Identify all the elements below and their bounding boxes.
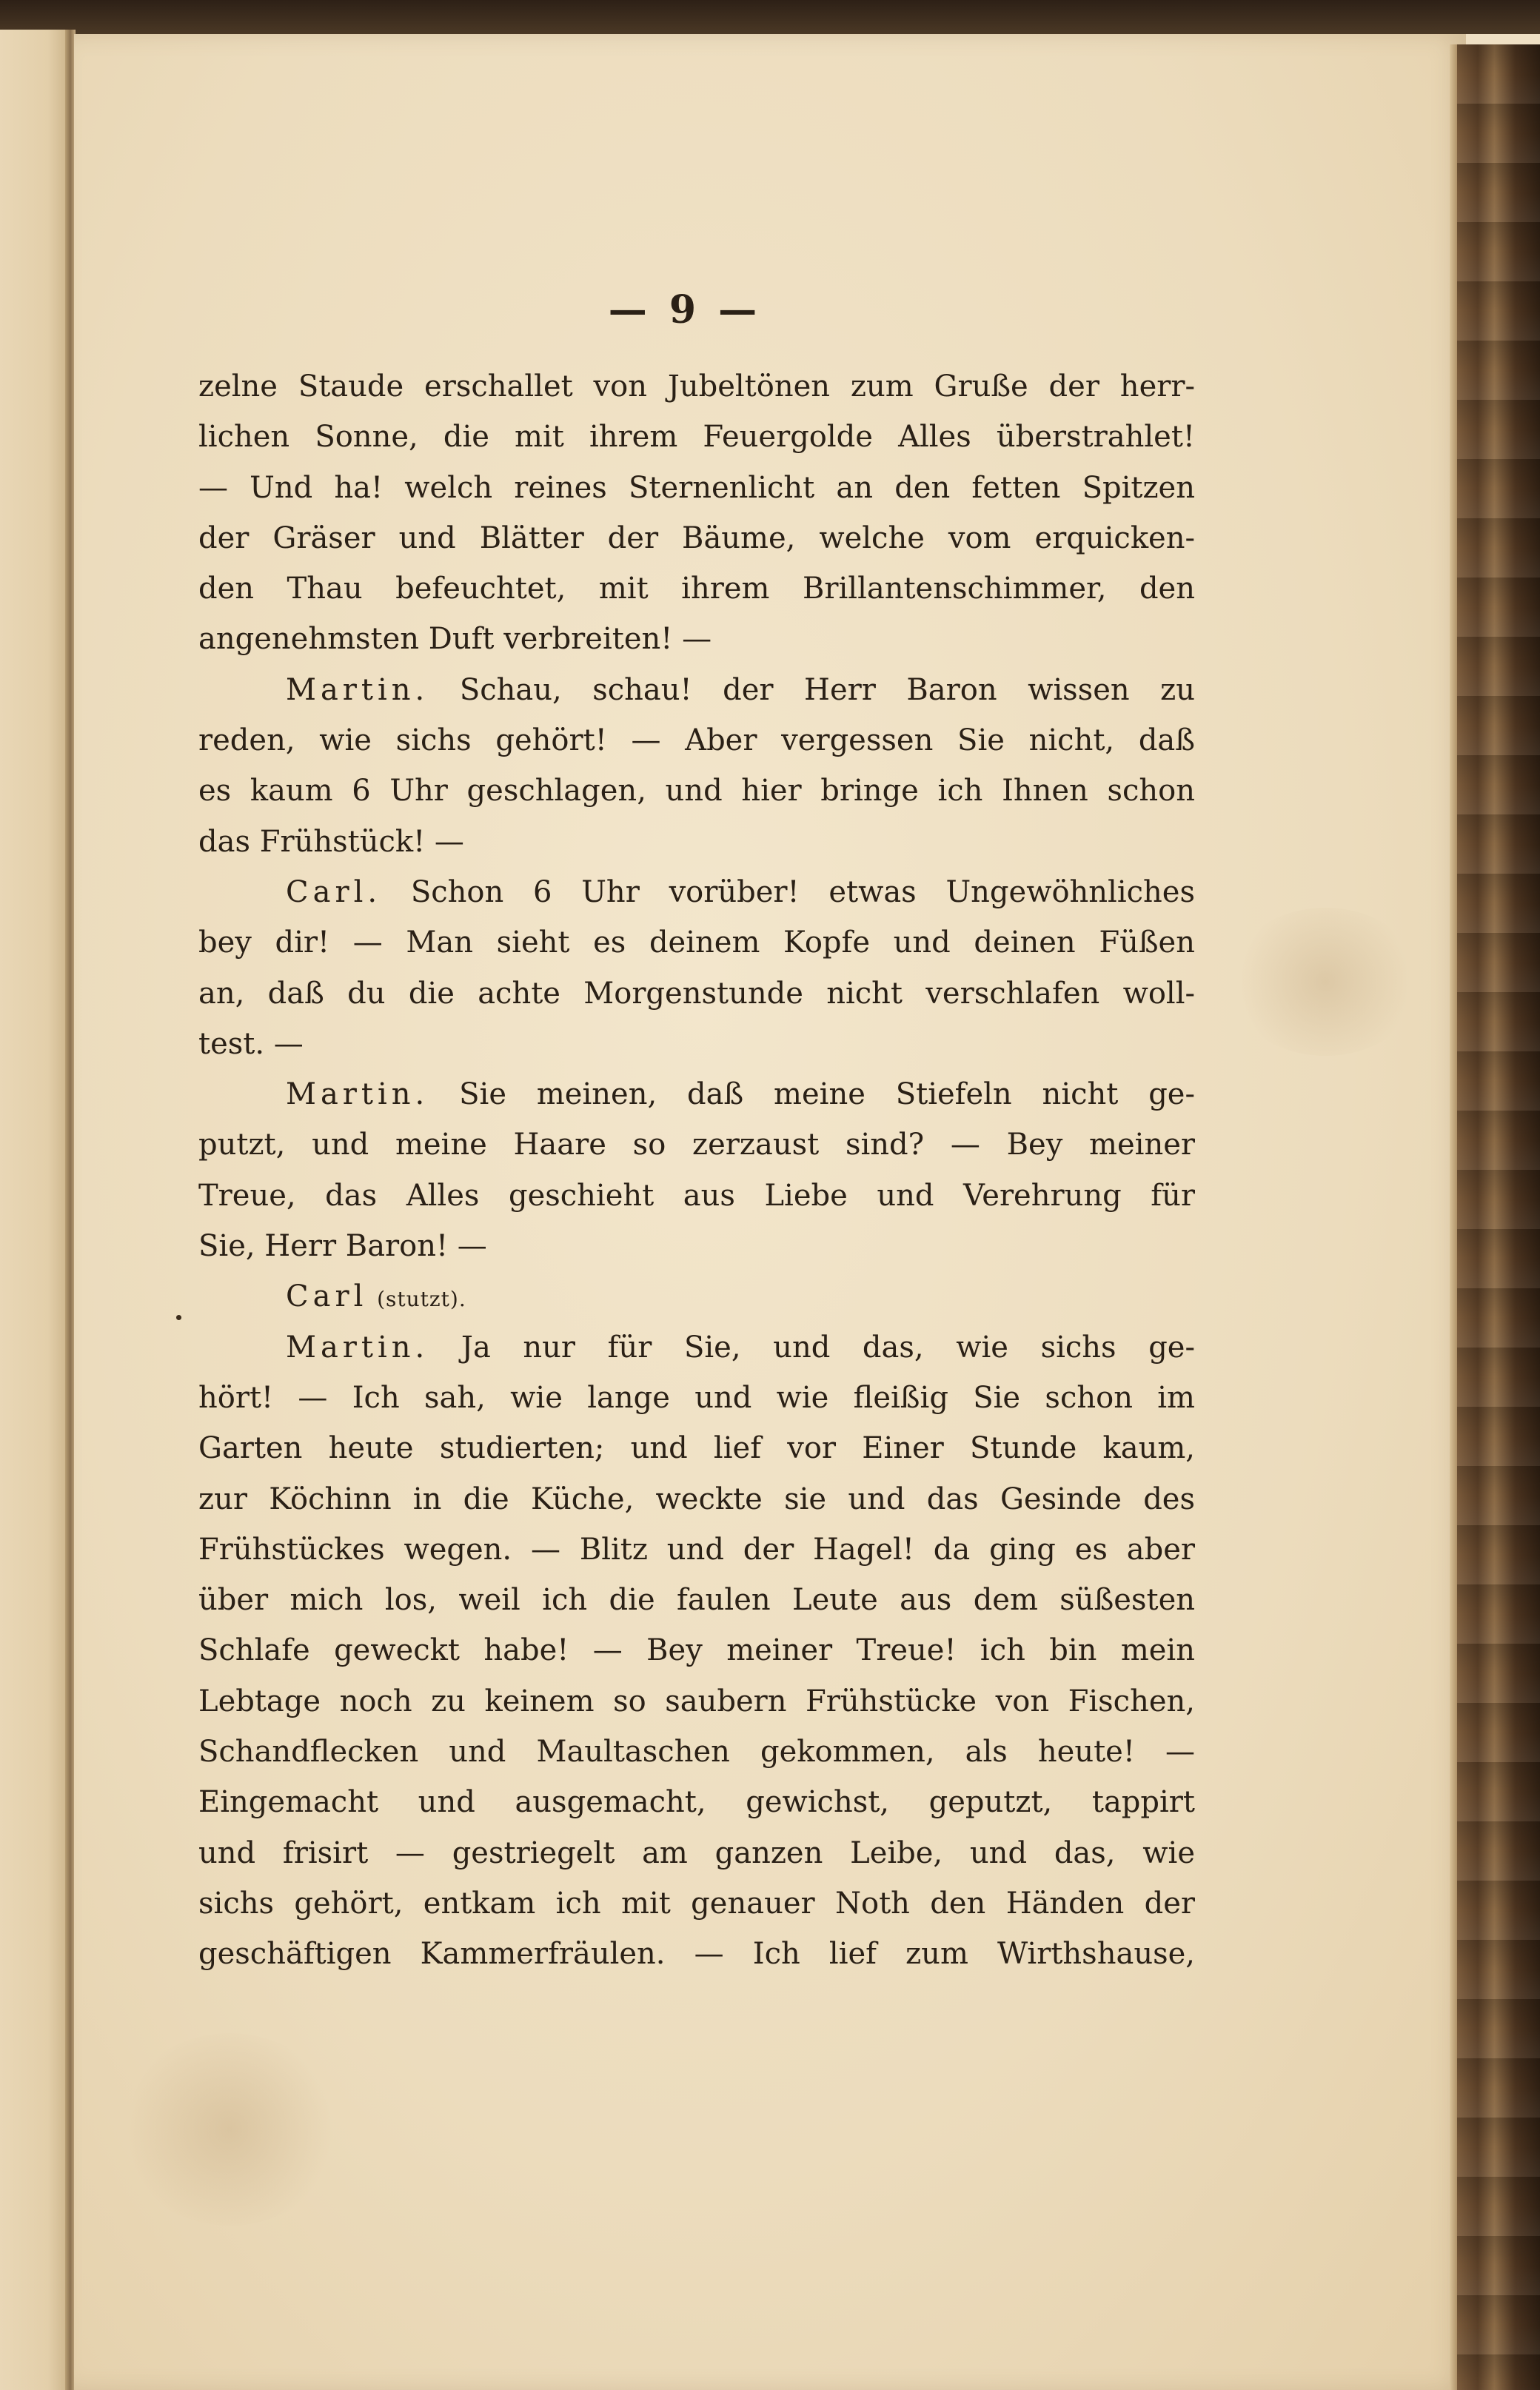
text-line: hört! — Ich sah, wie lange und wie fleißig Sie schon im <box>198 1380 1195 1415</box>
text-line: Garten heute studierten; und lief vor Einer Stunde kaum, <box>198 1431 1195 1466</box>
text-line: angenehmsten Duft verbreiten! — <box>198 622 712 657</box>
line-text: Sie meinen, daß meine Stiefeln nicht ge- <box>459 1077 1195 1112</box>
ink-speck <box>176 1315 181 1320</box>
text-line: Lebtage noch zu keinem so saubern Frühstücke von Fischen, <box>198 1684 1195 1718</box>
speaker-name: Martin. <box>286 1077 429 1112</box>
text-line: zur Köchinn in die Küche, weckte sie und das Gesinde des <box>198 1482 1195 1516</box>
speaker-name: Martin. <box>286 672 429 707</box>
text-line: Frühstückes wegen. — Blitz und der Hagel! da ging es aber <box>198 1532 1195 1567</box>
leather-binding <box>1457 44 1540 2390</box>
text-line: der Gräser und Blätter der Bäume, welche vom erquicken- <box>198 520 1195 555</box>
text-line: — Und ha! welch reines Sternenlicht an den fetten Spitzen <box>198 470 1195 505</box>
speaker-name: Martin. <box>286 1330 429 1365</box>
text-line: putzt, und meine Haare so zerzaust sind? — Bey meiner <box>198 1128 1195 1162</box>
facing-page-edge <box>0 30 68 2390</box>
text-line: an, daß du die achte Morgenstunde nicht verschlafen woll- <box>198 976 1195 1011</box>
speaker-name: Carl. <box>286 874 382 909</box>
stage-direction: (stutzt). <box>377 1287 466 1312</box>
paper-stain <box>118 2033 341 2226</box>
dialogue-line <box>198 867 1195 917</box>
text-line: über mich los, weil ich die faulen Leute aus dem süßesten <box>198 1583 1195 1618</box>
text-line: zelne Staude erschallet von Jubeltönen zum Gruße der herr- <box>198 369 1195 404</box>
text-line: Schandflecken und Maultaschen gekommen, als heute! — <box>198 1735 1195 1770</box>
page-number: — 9 — <box>608 287 762 332</box>
dialogue-line <box>198 1069 1195 1119</box>
paper-stain <box>1229 908 1422 1056</box>
text-line: Schlafe geweckt habe! — Bey meiner Treue! ich bin mein <box>198 1633 1195 1668</box>
text-line: geschäftigen Kammerfräulen. — Ich lief zum Wirthshause, <box>198 1937 1195 1972</box>
text-line: bey dir! — Man sieht es deinem Kopfe und deinen Füßen <box>198 925 1195 960</box>
line-text: Schau, schau! der Herr Baron wissen zu <box>459 672 1195 707</box>
text-line: lichen Sonne, die mit ihrem Feuergolde Alles überstrahlet! <box>198 420 1195 455</box>
line-text: Ja nur für Sie, und das, wie sichs ge- <box>461 1330 1195 1365</box>
text-line: sichs gehört, entkam ich mit genauer Noth den Händen der <box>198 1886 1195 1921</box>
scan-background-top <box>0 0 1540 34</box>
text-line: reden, wie sichs gehört! — Aber vergessen Sie nicht, daß <box>198 723 1195 758</box>
dialogue-line <box>198 1271 1195 1322</box>
text-line: den Thau befeuchtet, mit ihrem Brillantenschimmer, den <box>198 572 1195 606</box>
page-body <box>198 361 1195 1980</box>
text-line: test. — <box>198 1026 304 1061</box>
text-line: und frisirt — gestriegelt am ganzen Leibe, und das, wie <box>198 1835 1195 1870</box>
dialogue-line <box>198 1322 1195 1373</box>
speaker-name: Carl <box>286 1279 368 1314</box>
dialogue-line <box>198 665 1195 715</box>
text-line: es kaum 6 Uhr geschlagen, und hier bringe ich Ihnen schon <box>198 774 1195 809</box>
text-line: das Frühstück! — <box>198 824 464 859</box>
text-line: Sie, Herr Baron! — <box>198 1229 487 1264</box>
line-text: Schon 6 Uhr vorüber! etwas Ungewöhnliches <box>410 874 1195 909</box>
text-line: Eingemacht und ausgemacht, gewichst, geputzt, tappirt <box>198 1785 1195 1820</box>
text-line: Treue, das Alles geschieht aus Liebe und Verehrung für <box>198 1178 1195 1213</box>
